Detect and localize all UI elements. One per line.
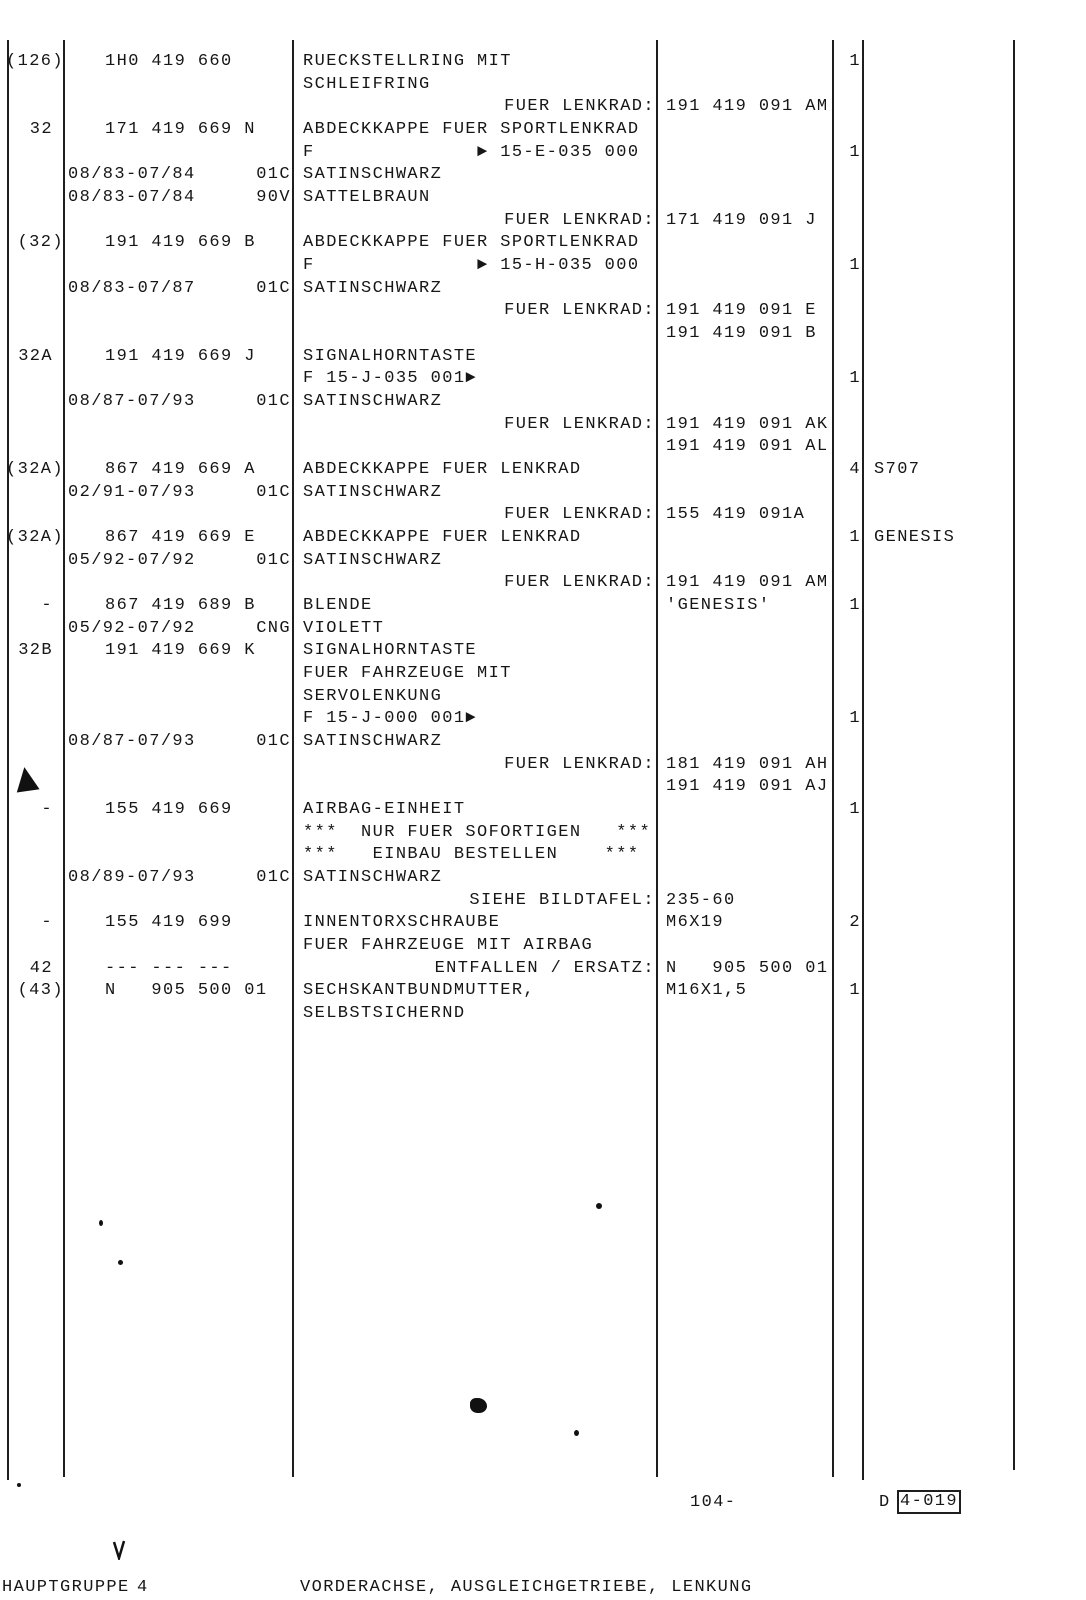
- catalog-row: [0, 391, 1086, 413]
- catalog-row: [0, 754, 1086, 776]
- reference-label: FUER LENKRAD:: [504, 505, 655, 524]
- reference-label: ENTFALLEN / ERSATZ:: [434, 959, 655, 978]
- date-range: 05/92-07/92: [68, 619, 196, 638]
- remark: 191 419 091 AL: [666, 437, 829, 456]
- page-number: 104-: [690, 1493, 737, 1512]
- position-number: -: [41, 913, 53, 932]
- catalog-row: [0, 96, 1086, 118]
- position-number: 32: [29, 120, 53, 139]
- position-number: -: [41, 596, 53, 615]
- main-group-label: HAUPTGRUPPE: [2, 1578, 130, 1597]
- reference-label: FUER LENKRAD:: [504, 301, 655, 320]
- description: ABDECKKAPPE FUER LENKRAD: [303, 528, 582, 547]
- catalog-row: [0, 890, 1086, 912]
- catalog-row: [0, 980, 1086, 1002]
- position-number: 42: [29, 959, 53, 978]
- date-range: 08/89-07/93: [68, 868, 196, 887]
- part-number: 867 419 669 A: [105, 460, 256, 479]
- catalog-row: [0, 595, 1086, 617]
- scan-speck: [118, 1260, 123, 1265]
- date-range: 08/83-07/87: [68, 279, 196, 298]
- remark: 191 419 091 AK: [666, 415, 829, 434]
- catalog-row: [0, 414, 1086, 436]
- catalog-row: [0, 119, 1086, 141]
- model-code: S707: [874, 460, 921, 479]
- quantity: 1: [849, 709, 861, 728]
- quantity: 1: [849, 143, 861, 162]
- description: SATINSCHWARZ: [303, 732, 443, 751]
- remark: 191 419 091 AM: [666, 573, 829, 592]
- quantity: 2: [849, 913, 861, 932]
- description: RUECKSTELLRING MIT: [303, 52, 512, 71]
- catalog-row: [0, 436, 1086, 458]
- scan-speck: [574, 1430, 579, 1436]
- catalog-row: [0, 255, 1086, 277]
- quantity: 1: [849, 800, 861, 819]
- part-number: 1H0 419 660: [105, 52, 233, 71]
- description: SATINSCHWARZ: [303, 279, 443, 298]
- quantity: 1: [849, 596, 861, 615]
- description: INNENTORXSCHRAUBE: [303, 913, 501, 932]
- description: VIOLETT: [303, 619, 385, 638]
- quantity: 1: [849, 256, 861, 275]
- description: SCHLEIFRING: [303, 75, 431, 94]
- position-number: (43): [17, 981, 64, 1000]
- position-number: -: [41, 800, 53, 819]
- catalog-row: [0, 912, 1086, 934]
- description: F ► 15-E-035 000: [303, 143, 640, 162]
- catalog-row: [0, 232, 1086, 254]
- reference-label: FUER LENKRAD:: [504, 755, 655, 774]
- description: F 15-J-035 001►: [303, 369, 478, 388]
- catalog-row: [0, 867, 1086, 889]
- catalog-row: [0, 572, 1086, 594]
- description: F 15-J-000 001►: [303, 709, 478, 728]
- remark: 191 419 091 E: [666, 301, 817, 320]
- catalog-row: [0, 74, 1086, 96]
- catalog-row: [0, 618, 1086, 640]
- catalog-row: [0, 527, 1086, 549]
- description: SATINSCHWARZ: [303, 392, 443, 411]
- description: SATINSCHWARZ: [303, 551, 443, 570]
- quantity: 1: [849, 369, 861, 388]
- position-number: (126): [6, 52, 65, 71]
- description: ABDECKKAPPE FUER LENKRAD: [303, 460, 582, 479]
- remark: M16X1,5: [666, 981, 748, 1000]
- color-code: 01C: [256, 732, 291, 751]
- catalog-row: [0, 640, 1086, 662]
- main-group-number: 4: [137, 1578, 149, 1597]
- part-number: 867 419 669 E: [105, 528, 256, 547]
- remark: 171 419 091 J: [666, 211, 817, 230]
- description: SIGNALHORNTASTE: [303, 347, 478, 366]
- model-code: GENESIS: [874, 528, 956, 547]
- color-code: 01C: [256, 165, 291, 184]
- description: SATTELBRAUN: [303, 188, 431, 207]
- remark: 155 419 091A: [666, 505, 806, 524]
- catalog-row: [0, 958, 1086, 980]
- catalog-row: [0, 504, 1086, 526]
- date-range: 02/91-07/93: [68, 483, 196, 502]
- scan-speck: [17, 1483, 21, 1487]
- description: SIGNALHORNTASTE: [303, 641, 478, 660]
- part-number: 155 419 699: [105, 913, 233, 932]
- catalog-row: [0, 482, 1086, 504]
- quantity: 1: [849, 981, 861, 1000]
- remark: 'GENESIS': [666, 596, 771, 615]
- description: SELBSTSICHERND: [303, 1004, 466, 1023]
- color-code: 01C: [256, 392, 291, 411]
- catalog-row: [0, 142, 1086, 164]
- scan-speck: [99, 1220, 103, 1226]
- description: SATINSCHWARZ: [303, 868, 443, 887]
- scan-tick-mark: [112, 1540, 126, 1560]
- catalog-row: [0, 300, 1086, 322]
- description: *** NUR FUER SOFORTIGEN ***: [303, 823, 652, 842]
- quantity: 1: [849, 528, 861, 547]
- part-number: 867 419 689 B: [105, 596, 256, 615]
- catalog-row: [0, 663, 1086, 685]
- description: FUER FAHRZEUGE MIT: [303, 664, 512, 683]
- description: SATINSCHWARZ: [303, 483, 443, 502]
- scan-speck: [596, 1203, 602, 1209]
- remark: N 905 500 01: [666, 959, 829, 978]
- color-code: 01C: [256, 551, 291, 570]
- description: SERVOLENKUNG: [303, 687, 443, 706]
- catalog-row: [0, 799, 1086, 821]
- color-code: 01C: [256, 279, 291, 298]
- description: F ► 15-H-035 000: [303, 256, 640, 275]
- description: AIRBAG-EINHEIT: [303, 800, 466, 819]
- description: ABDECKKAPPE FUER SPORTLENKRAD: [303, 233, 640, 252]
- position-number: 32A: [18, 347, 53, 366]
- description: ABDECKKAPPE FUER SPORTLENKRAD: [303, 120, 640, 139]
- part-number: 155 419 669: [105, 800, 233, 819]
- description: SECHSKANTBUNDMUTTER,: [303, 981, 536, 1000]
- part-number: 191 419 669 J: [105, 347, 256, 366]
- date-range: 08/87-07/93: [68, 732, 196, 751]
- part-number: 191 419 669 B: [105, 233, 256, 252]
- description: BLENDE: [303, 596, 373, 615]
- catalog-row: [0, 822, 1086, 844]
- reference-label: FUER LENKRAD:: [504, 97, 655, 116]
- quantity: 1: [849, 52, 861, 71]
- sheet-number-box: 4-019: [897, 1490, 961, 1514]
- description: SATINSCHWARZ: [303, 165, 443, 184]
- remark: 181 419 091 AH: [666, 755, 829, 774]
- quantity: 4: [849, 460, 861, 479]
- reference-label: FUER LENKRAD:: [504, 573, 655, 592]
- remark: 235-60: [666, 891, 736, 910]
- description: *** EINBAU BESTELLEN ***: [303, 845, 640, 864]
- catalog-row: [0, 210, 1086, 232]
- position-number: (32): [17, 233, 64, 252]
- catalog-row: [0, 346, 1086, 368]
- part-number: N 905 500 01: [105, 981, 268, 1000]
- language-code: D: [879, 1493, 891, 1512]
- catalog-row: [0, 844, 1086, 866]
- part-number: 171 419 669 N: [105, 120, 256, 139]
- remark: M6X19: [666, 913, 725, 932]
- catalog-row: [0, 164, 1086, 186]
- part-number: 191 419 669 K: [105, 641, 256, 660]
- remark: 191 419 091 B: [666, 324, 817, 343]
- scan-mark: [13, 766, 39, 793]
- position-number: (32A): [6, 528, 65, 547]
- color-code: 01C: [256, 868, 291, 887]
- position-number: 32B: [18, 641, 53, 660]
- catalog-row: [0, 686, 1086, 708]
- date-range: 05/92-07/92: [68, 551, 196, 570]
- part-number: --- --- ---: [105, 959, 233, 978]
- catalog-row: [0, 278, 1086, 300]
- catalog-row: [0, 731, 1086, 753]
- date-range: 08/83-07/84: [68, 165, 196, 184]
- catalog-row: [0, 708, 1086, 730]
- catalog-row: [0, 1003, 1086, 1025]
- scan-speck: [470, 1398, 487, 1413]
- description: FUER FAHRZEUGE MIT AIRBAG: [303, 936, 594, 955]
- catalog-row: [0, 368, 1086, 390]
- catalog-row: [0, 187, 1086, 209]
- catalog-row: [0, 323, 1086, 345]
- color-code: CNG: [256, 619, 291, 638]
- catalog-row: [0, 550, 1086, 572]
- date-range: 08/83-07/84: [68, 188, 196, 207]
- catalog-row: [0, 935, 1086, 957]
- reference-label: FUER LENKRAD:: [504, 415, 655, 434]
- catalog-row: [0, 776, 1086, 798]
- remark: 191 419 091 AJ: [666, 777, 829, 796]
- remark: 191 419 091 AM: [666, 97, 829, 116]
- reference-label: FUER LENKRAD:: [504, 211, 655, 230]
- color-code: 01C: [256, 483, 291, 502]
- catalog-row: [0, 51, 1086, 73]
- position-number: (32A): [6, 460, 65, 479]
- date-range: 08/87-07/93: [68, 392, 196, 411]
- main-group-title: VORDERACHSE, AUSGLEICHGETRIEBE, LENKUNG: [300, 1578, 753, 1597]
- catalog-row: [0, 459, 1086, 481]
- reference-label: SIEHE BILDTAFEL:: [469, 891, 655, 910]
- color-code: 90V: [256, 188, 291, 207]
